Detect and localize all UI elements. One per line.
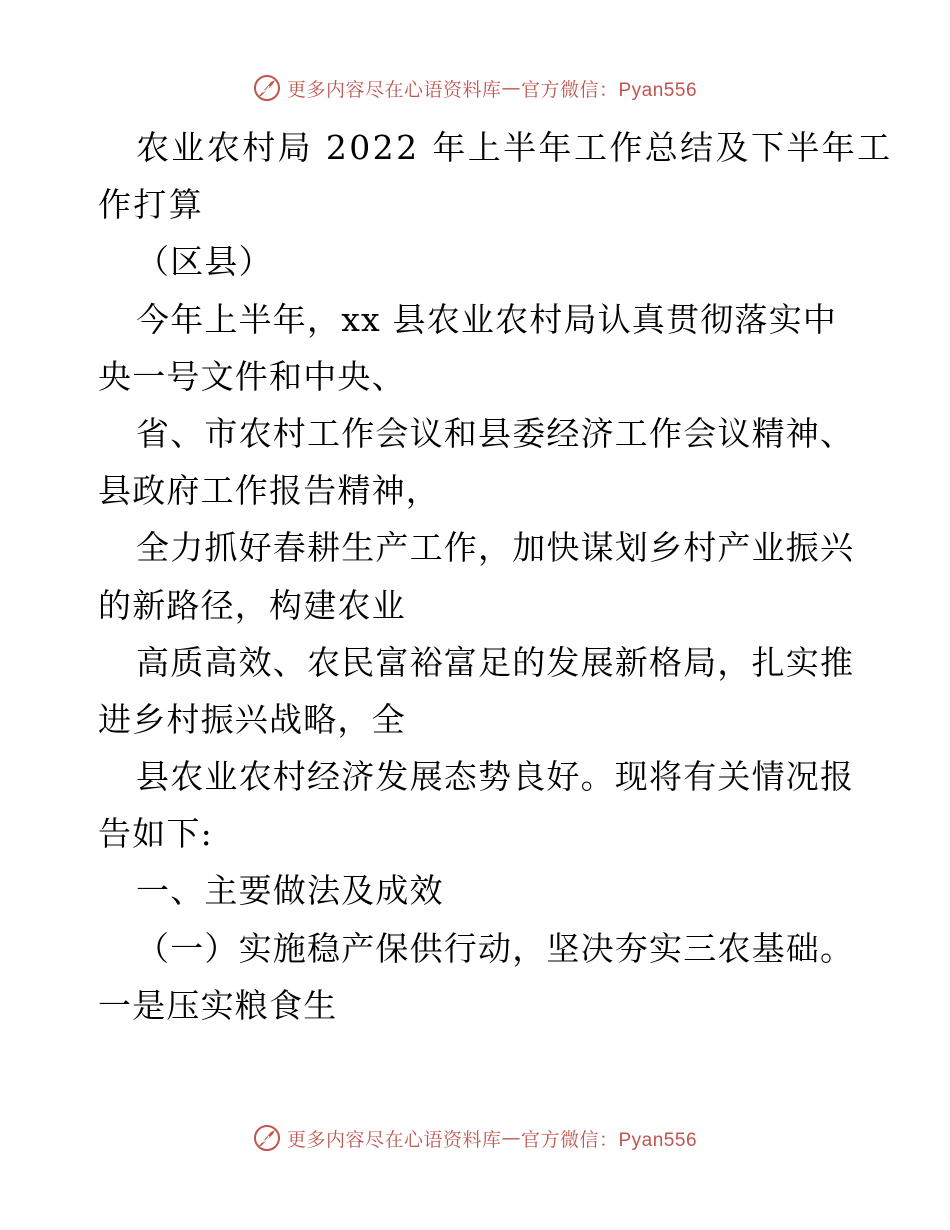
quill-logo-icon bbox=[253, 74, 281, 102]
quill-logo-icon bbox=[253, 1124, 281, 1152]
watermark-separator: — bbox=[501, 77, 521, 99]
watermark-separator: — bbox=[501, 1127, 521, 1149]
paragraph-line: 县农业农村经济发展态势良好。现将有关情况报 bbox=[136, 757, 855, 797]
watermark-footer bbox=[0, 1124, 950, 1152]
title-line-2: 作打算 bbox=[98, 185, 205, 225]
paragraph-line: 高质高效、农民富裕富足的发展新格局，扎实推 bbox=[136, 642, 855, 682]
paragraph-line: 一是压实粮食生 bbox=[98, 985, 338, 1025]
paragraph-line: 的新路径，构建农业 bbox=[98, 585, 406, 625]
paragraph-line: 告如下: bbox=[98, 814, 213, 854]
document-body bbox=[98, 119, 893, 1034]
paragraph-line: 县政府工作报告精神， bbox=[98, 471, 440, 511]
watermark-contact: 官方微信：Pyan556 bbox=[521, 1129, 698, 1151]
paragraph-line: 全力抓好春耕生产工作，加快谋划乡村产业振兴 bbox=[136, 528, 855, 568]
subsection-heading: （一）实施稳产保供行动，坚决夯实三农基础。 bbox=[136, 928, 855, 968]
watermark-text: 更多内容尽在心语资料库 bbox=[286, 78, 502, 101]
paragraph-line: 进乡村振兴战略，全 bbox=[98, 699, 406, 739]
watermark-contact: 官方微信：Pyan556 bbox=[521, 79, 698, 101]
section-heading: 一、主要做法及成效 bbox=[136, 871, 444, 911]
paragraph-line: 今年上半年，xx 县农业农村局认真贯彻落实中 bbox=[136, 299, 838, 339]
title-line-1: 农业农村局 2022 年上半年工作总结及下半年工 bbox=[136, 128, 893, 167]
paragraph-line: 央一号文件和中央、 bbox=[98, 356, 406, 396]
paragraph-line: 省、市农村工作会议和县委经济工作会议精神、 bbox=[136, 413, 855, 453]
watermark-header bbox=[0, 74, 950, 102]
subtitle-line: （区县） bbox=[136, 242, 273, 282]
watermark-text: 更多内容尽在心语资料库 bbox=[286, 1128, 502, 1151]
